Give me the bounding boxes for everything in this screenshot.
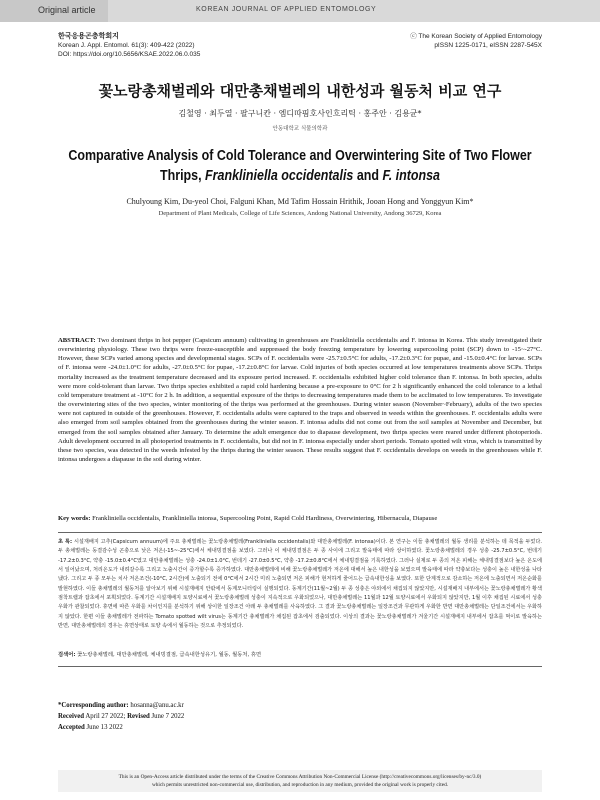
- journal-banner: KOREAN JOURNAL OF APPLIED ENTOMOLOGY: [196, 6, 377, 13]
- title-conjunction: and: [353, 168, 383, 184]
- copyright-block: [410, 32, 542, 50]
- title-prefix: Thrips,: [160, 168, 206, 184]
- keywords-english: [58, 514, 542, 523]
- authors-korean: 김철영 · 최두열 · 팔구니칸 · 엠디따핌호사인흐리틱 · 홍주안 · 김용균*: [178, 109, 422, 118]
- keywords-korean: [58, 650, 542, 658]
- article-type-label: Original article: [38, 5, 96, 15]
- journal-citation-block: [58, 32, 200, 59]
- keywords-text: Frankliniella occidentalis, Frankliniella intonsa, Supercooling Point, Rapid Cold Hardiness, Overwintering, Hibernacula, Diapause: [92, 515, 438, 522]
- revised-value: June 7 2022: [151, 713, 185, 720]
- received-value: April 27 2022;: [85, 713, 126, 720]
- species-name-2: F. intonsa: [382, 168, 440, 184]
- correspondence-block: [58, 700, 184, 733]
- doi-link[interactable]: DOI: https://doi.org/10.5656/KSAE.2022.06.0.035: [58, 51, 201, 58]
- corresponding-label: *Corresponding author:: [58, 702, 129, 709]
- divider: [58, 532, 542, 533]
- korean-abstract-label: 초 록:: [58, 539, 73, 545]
- keywords-label: Key words:: [58, 515, 91, 522]
- korean-keywords-label: 검색어:: [58, 652, 76, 658]
- accepted-date: [58, 722, 184, 733]
- article-type-tag: [0, 0, 108, 22]
- abstract-korean: [58, 538, 542, 631]
- title-english: [42, 146, 558, 186]
- journal-citation: Korean J. Appl. Entomol. 61(3): 409-422 (2022): [58, 42, 195, 49]
- issn-text: pISSN 1225-0171, eISSN 2287-545X: [434, 42, 542, 49]
- corresponding-email[interactable]: hosanna@anu.ac.kr: [130, 702, 184, 709]
- received-date: [58, 711, 184, 722]
- abstract-text: Two dominant thrips in hot pepper (Capsicum annuum) cultivating in greenhouses are Frankliniella occidentalis and F. intonsa in Korea. This study investigated their overwintering physiology. These two thrips were freeze-susceptible and suppressed the body freezing temperature by lowering supercooling point (SCP) down to -15~-27°C. However, these SCPs varied among species and developmental stages. SCPs of F. occidentalis were -25.7±0.5°C for adults, -17.2±0.3°C for pupae, and -15.0±0.4°C for larvae. SCPs of F. intonsa were -24.0±1.0°C for adults, -27.0±0.5°C for pupae, -17.2±0.8°C for larvae. Cold injuries of both species occurred at low temperatures treatments above SCPs. Thrips mortality increased as the treatment temperature decreased and its exposure period increased. F. occidentalis exhibited higher cold tolerance than F. intonsa. In both species, adults were more cold-tolerant than larvae. Two thrips species exhibited a rapid cold hardening because a pre-exposure to 0°C for 2 h significantly enhanced the cold tolerance to a lethal cold temperature treatment at -10°C for 2 h. In addition, a sequential exposure of the thrips to decreasing temperatures made them to be acclimated to low temperatures. To investigate the overwintering sites of the two species, winter monitoring of the thrips was performed at the greenhouses. During winter season (November~February), adults of the two species were not captured in outside of the greenhouses. However, F. occidentalis adults were captured to the traps and observed in weeds within the greenhouses. F. occidentalis adults were also emerged from soil samples obtained from the greenhouses during the winter season. F. intonsa adults did not come out from the soil samples at November and December, but emerged from the soil samples obtained after January. To determine the adult emergence due to diapause development, two thrips species were reared under different photoperiods. Adult development occurred in all photoperiod treatments in F. occidentalis, but did not in F. intonsa especially under short periods. Tomato spotted wilt virus, which is transmitted by these two species, was detected in the weeds infested by the thrips during the winter season. These results suggest that F. occidentalis develops on weeds in the greenhouses while F. intonsa undergoes a diapause in the soil during winter.: [58, 337, 542, 464]
- top-bar: [0, 0, 600, 22]
- revised-label: Revised: [127, 713, 150, 720]
- korean-keywords-text: 꽃노랑총채벌레, 대만총채벌레, 체내빙결점, 급속내한성유기, 월동, 월동처, 휴면: [77, 652, 262, 658]
- affiliation-korean: 안동대학교 식물의학과: [272, 126, 328, 132]
- corresponding-author: [58, 700, 184, 711]
- copyright-text: ⓒ The Korean Society of Applied Entomology: [410, 33, 542, 40]
- received-label: Received: [58, 713, 85, 720]
- accepted-value: June 13 2022: [86, 724, 123, 731]
- authors-english: Chulyoung Kim, Du-yeol Choi, Falguni Khan, Md Tafim Hossain Hrithik, Jooan Hong and Yonggyun Kim*: [126, 197, 474, 206]
- species-name-1: Frankliniella occidentalis: [205, 168, 354, 184]
- title-english-line2: [42, 166, 558, 186]
- title-korean: 꽃노랑총채벌레와 대만총채벌레의 내한성과 월동처 비교 연구: [98, 82, 502, 100]
- abstract-english: [58, 336, 542, 464]
- open-access-line1: This is an Open-Access article distributed under the terms of the Creative Commons Attribution Non-Commercial License (http://creativecommons.org/licenses/by-nc/3.0): [118, 774, 482, 780]
- accepted-label: Accepted: [58, 724, 85, 731]
- divider: [58, 666, 542, 667]
- affiliation-english: Department of Plant Medicals, College of Life Sciences, Andong National University, Andong 36729, Korea: [158, 210, 442, 217]
- journal-korean-name: 한국응용곤충학회지: [58, 33, 119, 40]
- korean-abstract-text: 시설재배지 고추(Capsicum annuum)에 주요 총채벌레는 꽃노랑총채벌레(Frankliniella occidentalis)와 대만총채벌레(F. intonsa)이다. 본 연구는 이들 총채벌레의 월동 생리를 분석하는 데 목적을 두었다. 두 총채벌레는 동결감수성 곤충으로 낮은 저온(-15~-25°C)에서 체내빙결점을 보였다. 그러나 이 체내빙결점은 두 종 사이에 그리고 발육태에 따라 상이하였다. 꽃노랑총채벌레의 경우 성충 -25.7±0.5°C, 번데기 -17.2±0.3°C, 약충 -15.0±0.4°C였고 대만총채벌레는 성충 -24.0±1.0°C, 번데기 -27.0±0.5°C, 약충 -17.2±0.8°C에서 체내빙결점을 기록하였다. 그러나 실제로 두 종의 저온 피해는 체내빙결점보다 높은 온도에서 일어났으며, 처리온도가 내려갈수록 그리고 노출시간이 증가할수록 증가하였다. 대만총채벌레에 비해 꽃노랑총채벌레가 저온에 대해서 높은 내한성을 보였으며 발육태에 따라 약충보다는 성충이 높은 내한성을 나타냈다. 그리고 두 종 모두는 치사 저온조건(-10°C, 2시간)에 노출되기 전에 0°C에서 2시간 미리 노출되면 저온 피해가 현저하게 줄어드는 급속내한성을 보였다. 또한 단계적으로 감소하는 저온에 노출되면서 저온순화를 발현하였다. 이들 총채벌레의 월동처를 알아보기 위해 시설재배지 안팎에서 동계모니터링이 실행되었다. 동계기간(11월~2월) 두 종 성충은 야외에서 채집되지 않았지만, 시설재배지 내부에서는 꽃노랑총채벌레가 황색점착트랩과 잡초에서 포획되었다. 동계기간 시설재배지 토양시료에서 꽃노랑총채벌레 성충이 지속적으로 우화되었으나, 대만총채벌레는 11월과 12월 토양시료에서 우화되지 않았지만, 1월 이후 채집된 시료에서 성충 우화가 관찰되었다. 휴면에 따른 우화를 차이인지를 분석하기 위해 상이한 일장조건 아래 두 총채벌레를 사육하였다. 그 결과 꽃노랑총채벌레는 일장조건과 무관하게 우화한 반면 대만총채벌레는 단일조건에서는 우화하지 않았다. 한편 이들 총채벌레가 전파하는 Tomato spotted wilt virus는 동계기간 총채벌레가 채집된 잡초에서 검출되었다. 이상의 결과는 꽃노랑총채벌레가 겨울기간 시설재배지 내부에서 잡초를 먹이로 발육하는 반면, 대만총채벌레의 경우는 휴면상태로 토양 속에서 월동하는 것으로 추정되었다.: [58, 539, 542, 630]
- title-english-line1: Comparative Analysis of Cold Tolerance and Overwintering Site of Two Flower: [68, 148, 532, 164]
- open-access-line2: which permits unrestricted non-commercial use, distribution, and reproduction in any medium, provided the original work is properly cited.: [151, 782, 449, 788]
- open-access-notice: [58, 770, 542, 792]
- abstract-label: ABSTRACT:: [58, 337, 96, 344]
